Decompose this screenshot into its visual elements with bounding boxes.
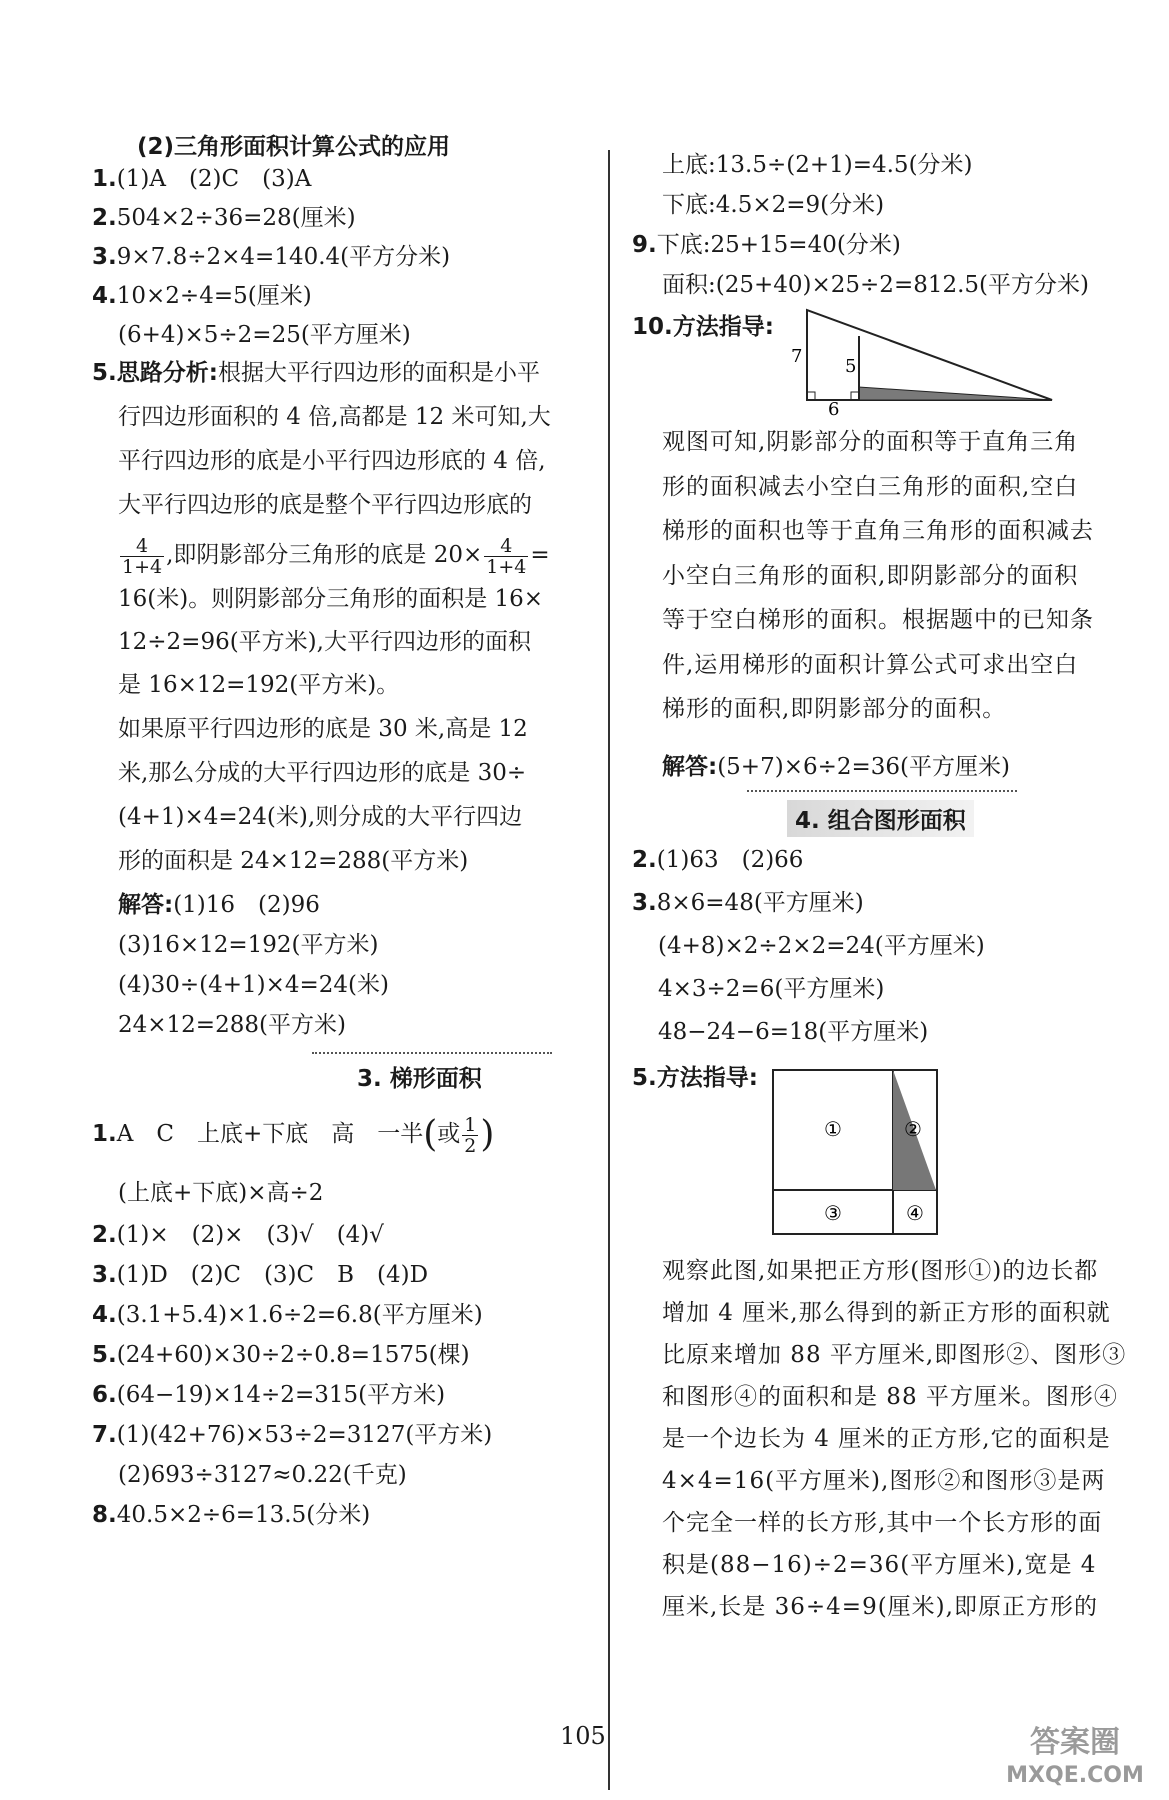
q5-answer: (4)30÷(4+1)×4=24(米) <box>118 972 389 998</box>
q5-heading: 5.方法指导: <box>632 1065 758 1091</box>
watermark-url: MXQE.COM <box>1006 1763 1144 1788</box>
q10-answer: 解答:(5+7)×6÷2=36(平方厘米) <box>662 754 1010 780</box>
region-2-label: ② <box>904 1117 922 1141</box>
section-title-triangle: (2)三角形面积计算公式的应用 <box>137 134 451 160</box>
q5-fraction-line: $\frac{4}{1+4}$ ,即阴影部分三角形的底是 20× $\frac{4}{1+4}$ = <box>122 534 550 578</box>
s4-line: 3.8×6=48(平方厘米) <box>632 890 864 916</box>
q5-line: 平行四边形的底是小平行四边形底的 4 倍, <box>118 448 546 474</box>
answer-line: 2.504×2÷36=28(厘米) <box>92 205 356 231</box>
q5-line: 是 16×12=192(平方米)。 <box>118 672 400 698</box>
q5-line: 5.思路分析:根据大平行四边形的面积是小平 <box>92 360 540 386</box>
s4-line: 2.(1)63 (2)66 <box>632 847 804 873</box>
region-1-label: ① <box>824 1117 842 1141</box>
answer-line: 下底:4.5×2=9(分米) <box>662 192 885 218</box>
s4-line: 48−24−6=18(平方厘米) <box>658 1019 929 1045</box>
s4-line: (4+8)×2÷2×2=24(平方厘米) <box>658 933 985 959</box>
section-rule <box>312 1052 552 1054</box>
q5-answer: 解答:(1)16 (2)96 <box>118 892 320 918</box>
answer-line: 3.9×7.8÷2×4=140.4(平方分米) <box>92 244 451 270</box>
q5-line: 如果原平行四边形的底是 30 米,高是 12 <box>118 716 528 742</box>
triangle-figure <box>791 300 1067 420</box>
q5-answer: 24×12=288(平方米) <box>118 1012 346 1038</box>
q9-line: 面积:(25+40)×25÷2=812.5(平方分米) <box>662 272 1090 298</box>
section-rule <box>747 790 1017 792</box>
label-5: 5 <box>845 356 857 377</box>
column-divider <box>608 150 610 1790</box>
label-6: 6 <box>828 399 840 420</box>
q10-explanation: 观图可知,阴影部分的面积等于直角三角 形的面积减去小空白三角形的面积,空白 梯形的面积也等于直角三角形的面积减去 小空白三角形的面积,即阴影部分的面积 等于空白梯形的面积。根据题中的已知条 件,运用梯形的面积计算公式可求出空白 梯形的面积,即阴影部分的面积。 <box>662 429 1094 722</box>
region-4-label: ④ <box>906 1201 924 1225</box>
s3-line: 7.(1)(42+76)×53÷2=3127(平方米) <box>92 1422 493 1448</box>
s3-q1: 1.A C 上底+下底 高 一半(或 $\frac{1}{2}$ ) <box>92 1113 495 1157</box>
watermark-logo <box>995 1716 1155 1790</box>
region-3-label: ③ <box>824 1201 842 1225</box>
s3-line: 4.(3.1+5.4)×1.6÷2=6.8(平方厘米) <box>92 1302 483 1328</box>
section-title-composite: 4. 组合图形面积 <box>787 800 974 837</box>
s3-line: 6.(64−19)×14÷2=315(平方米) <box>92 1382 446 1408</box>
label-7: 7 <box>791 346 803 367</box>
q5-line: 12÷2=96(平方米),大平行四边形的面积 <box>118 629 531 655</box>
s3-line: 8.40.5×2÷6=13.5(分米) <box>92 1502 371 1528</box>
q5-explanation: 观察此图,如果把正方形(图形①)的边长都 增加 4 厘米,那么得到的新正方形的面积就 比原来增加 88 平方厘米,即图形②、图形③ 和图形④的面积和是 88 平方厘米。图形④ 是一个边长为 4 厘米的正方形,它的面积是 4×4=16(平方厘米),图形②和图形③是两 个完全一样的长方形,其中一个长方形的面 积是(88−16)÷2=36(平方厘米),宽是 4 厘米,长是 36÷4=9(厘米),即原正方形的 <box>662 1258 1127 1620</box>
answer-line: (6+4)×5÷2=25(平方厘米) <box>118 322 411 348</box>
s3-line: 2.(1)× (2)× (3)√ (4)√ <box>92 1222 384 1248</box>
right-triangle <box>807 310 1052 400</box>
q5-line: 行四边形面积的 4 倍,高都是 12 米可知,大 <box>118 404 551 430</box>
s3-line: 5.(24+60)×30÷2÷0.8=1575(棵) <box>92 1342 470 1368</box>
fraction: $\frac{4}{1+4}$ <box>122 534 163 578</box>
right-angle-mark <box>851 392 859 400</box>
q5-answer: (3)16×12=192(平方米) <box>118 932 379 958</box>
q5-line: (4+1)×4=24(米),则分成的大平行四边 <box>118 804 523 830</box>
s4-line: 4×3÷2=6(平方厘米) <box>658 976 885 1002</box>
answer-line: 4.10×2÷4=5(厘米) <box>92 283 312 309</box>
answer-line: 上底:13.5÷(2+1)=4.5(分米) <box>662 152 973 178</box>
q9-line: 9.下底:25+15=40(分米) <box>632 232 901 258</box>
q10-heading: 10.方法指导: <box>632 314 774 340</box>
fraction: $\frac{1}{2}$ <box>464 1113 477 1157</box>
page-number: 105 <box>560 1722 606 1750</box>
right-angle-mark <box>807 392 815 400</box>
q5-line: 形的面积是 24×12=288(平方米) <box>118 848 469 874</box>
q5-line: 大平行四边形的底是整个平行四边形底的 <box>118 492 532 518</box>
fraction: $\frac{4}{1+4}$ <box>486 534 527 578</box>
s3-q1-line2: (上底+下底)×高÷2 <box>118 1180 324 1206</box>
watermark-text: 答案圈 <box>1030 1725 1120 1760</box>
s3-line: (2)693÷3127≈0.22(千克) <box>118 1462 407 1488</box>
s3-line: 3.(1)D (2)C (3)C B (4)D <box>92 1262 429 1288</box>
square-figure <box>771 1068 941 1238</box>
answer-line: 1.(1)A (2)C (3)A <box>92 166 312 192</box>
q5-line: 16(米)。则阴影部分三角形的面积是 16× <box>118 586 544 612</box>
q5-line: 米,那么分成的大平行四边形的底是 30÷ <box>118 760 527 786</box>
section-title-trapezoid: 3. 梯形面积 <box>357 1066 482 1092</box>
